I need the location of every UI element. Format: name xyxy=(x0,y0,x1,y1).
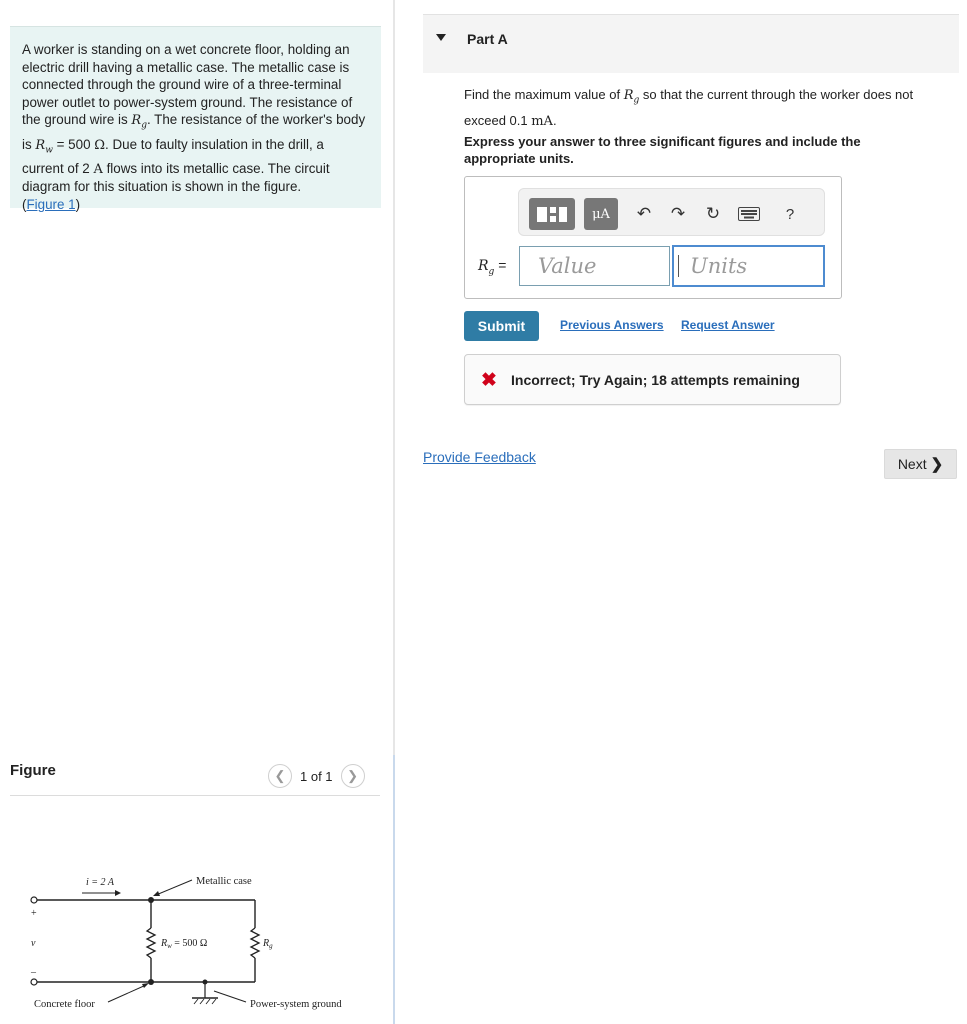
templates-icon-box-1 xyxy=(537,207,547,222)
figure-1-link[interactable]: Figure 1 xyxy=(26,196,76,212)
figure-title: Figure xyxy=(10,762,56,779)
units-text-cursor xyxy=(678,255,679,277)
next-button[interactable] xyxy=(884,449,957,479)
plus-label: + xyxy=(31,908,37,919)
units-input[interactable] xyxy=(672,245,825,287)
answer-instruction: Express your answer to three significant figures and include the appropriate units. xyxy=(464,134,861,166)
problem-text-part-2: . The resistance of the worker's body is xyxy=(22,112,366,152)
floor-pointer-head xyxy=(142,983,149,988)
question-part-3: . xyxy=(552,112,557,128)
power-system-ground-label: Power-system ground xyxy=(250,999,342,1010)
rg-label: $R_g$ xyxy=(263,938,273,950)
pager-text: 1 of 1 xyxy=(300,768,333,784)
keyboard-icon-svg xyxy=(738,207,760,221)
case-pointer-head xyxy=(153,891,160,896)
units-button[interactable]: μA xyxy=(584,198,618,230)
amp-unit: A xyxy=(93,161,103,177)
templates-icon-box-3 xyxy=(550,216,556,222)
rw-value: = 500 xyxy=(52,136,95,152)
rg-resistor xyxy=(251,928,259,958)
rw-label: $R_w = 500$ Ω xyxy=(161,938,208,950)
keyboard-keys-row-2 xyxy=(741,213,757,215)
reset-icon[interactable]: ↻ xyxy=(705,204,721,223)
question-unit: mA xyxy=(531,113,553,129)
caret-down-icon[interactable] xyxy=(436,34,446,41)
request-answer-link[interactable]: Request Answer xyxy=(681,318,775,332)
chevron-left-icon[interactable]: ❮ xyxy=(268,764,292,788)
rg-answer-label xyxy=(478,257,506,277)
ground-pointer xyxy=(214,991,246,1002)
error-x-icon: ✖ xyxy=(481,370,497,391)
ohm-unit: Ω xyxy=(94,137,106,153)
problem-text xyxy=(22,41,369,214)
question-part-1: Find the maximum value of xyxy=(464,87,624,102)
next-label: Next xyxy=(897,456,927,472)
figure-divider xyxy=(10,795,380,796)
chevron-right-icon: ❯ xyxy=(930,456,944,473)
feedback-message xyxy=(464,354,841,405)
rg-answer-symbol: R xyxy=(478,258,489,274)
templates-icon-box-4 xyxy=(559,207,567,222)
feedback-text: Incorrect; Try Again; 18 attempts remaining xyxy=(511,372,800,388)
help-button[interactable]: ? xyxy=(785,205,795,223)
rg-answer-equals: = xyxy=(494,257,507,273)
current-arrowhead xyxy=(115,890,121,896)
question-part-2: so that the current through the worker does not exceed 0.1 xyxy=(464,87,914,128)
part-title: Part A xyxy=(467,31,508,47)
value-input[interactable] xyxy=(519,246,670,286)
rw-symbol: $R_w$ xyxy=(35,137,53,156)
submit-button[interactable]: Submit xyxy=(464,311,539,341)
ground-hatch-2 xyxy=(200,999,204,1004)
templates-icon xyxy=(535,203,569,225)
math-toolbar xyxy=(518,188,825,236)
node-bottom xyxy=(148,979,154,985)
circuit-diagram xyxy=(20,860,365,1020)
terminal-minus xyxy=(31,979,37,985)
voltage-label: v xyxy=(31,938,36,949)
undo-icon[interactable]: ↶ xyxy=(636,204,652,223)
ground-hatch-3 xyxy=(206,999,210,1004)
case-pointer xyxy=(156,880,192,895)
previous-answers-link[interactable]: Previous Answers xyxy=(560,318,664,332)
panel-divider-scroll xyxy=(393,755,395,1024)
problem-statement xyxy=(10,26,381,212)
redo-icon[interactable]: ↷ xyxy=(670,204,686,223)
answer-box xyxy=(464,176,842,299)
concrete-floor-label: Concrete floor xyxy=(34,999,95,1010)
rw-resistor xyxy=(147,928,155,958)
ground-hatch-4 xyxy=(212,999,216,1004)
question-text xyxy=(464,85,954,132)
chevron-right-icon[interactable]: ❯ xyxy=(341,764,365,788)
keyboard-spacebar xyxy=(744,217,754,219)
floor-pointer xyxy=(108,985,146,1002)
problem-text-part-3: . Due to faulty insulation in the drill, a current of 2 xyxy=(22,136,324,176)
rg-answer-sub: g xyxy=(488,266,495,277)
current-label: i = 2 A xyxy=(86,877,114,888)
node-top xyxy=(148,897,154,903)
metallic-case-label: Metallic case xyxy=(196,876,252,887)
ground-hatch-1 xyxy=(194,999,198,1004)
problem-text-part-4: flows into its metallic case. The circuit diagram for this situation is shown in the figure. xyxy=(22,160,330,195)
question-rg-symbol: $R_g$ xyxy=(623,88,640,106)
minus-label: – xyxy=(31,967,36,978)
figure-pager xyxy=(268,764,365,788)
figure-link-paren-open: ( xyxy=(22,196,27,212)
provide-feedback-link[interactable]: Provide Feedback xyxy=(423,449,536,465)
rg-symbol: $R_g$ xyxy=(131,113,147,131)
part-a-header[interactable] xyxy=(423,14,959,73)
problem-text-part-1: A worker is standing on a wet concrete floor, holding an electric drill having a metallic case. The metallic case is connected through the ground wire of a three-terminal power outlet to power-system ground. The resistance of the ground wire is xyxy=(22,42,353,128)
templates-icon-box-2 xyxy=(550,207,556,213)
templates-button[interactable] xyxy=(529,198,575,230)
figure-link-paren-close: ) xyxy=(75,196,81,212)
keyboard-icon[interactable] xyxy=(736,198,762,230)
terminal-plus xyxy=(31,897,37,903)
keyboard-keys xyxy=(741,210,757,212)
